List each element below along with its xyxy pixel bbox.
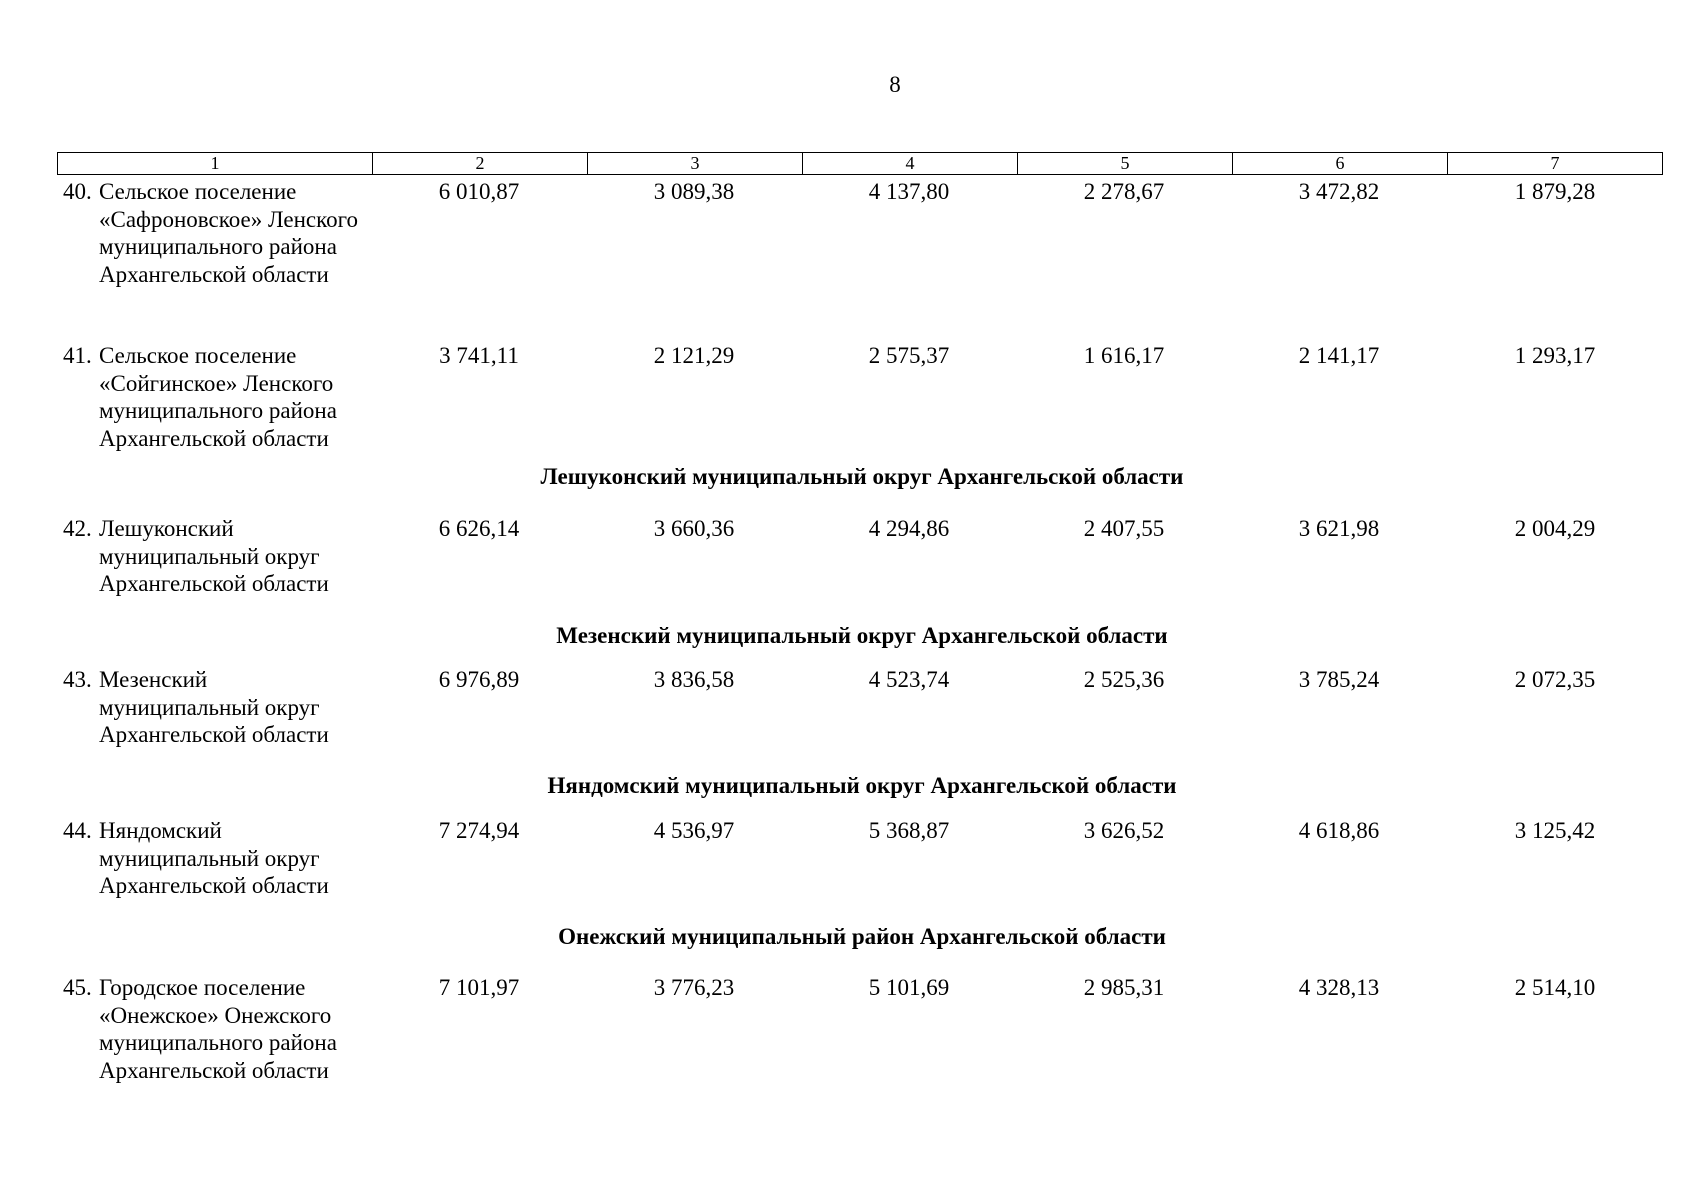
value-cell: 4 294,86 [868, 516, 950, 541]
section-heading: Мезенский муниципальный округ Архангельской области [556, 623, 1168, 648]
municipality-name: Мезенский муниципальный округ Архангельской области [99, 667, 329, 747]
value-cell: 2 072,35 [1514, 667, 1596, 692]
value-cell: 7 274,94 [438, 818, 520, 843]
value-cell: 3 125,42 [1514, 818, 1596, 843]
value-cell: 3 472,82 [1298, 179, 1380, 204]
value-cell: 7 101,97 [438, 975, 520, 1000]
value-cell: 4 328,13 [1298, 975, 1380, 1000]
value-cell: 2 514,10 [1514, 975, 1596, 1000]
value-cell: 6 010,87 [438, 179, 520, 204]
section-heading: Няндомский муниципальный округ Архангельской области [547, 773, 1177, 798]
row-number: 44. [63, 818, 92, 843]
column-number: 1 [58, 153, 373, 175]
value-cell: 3 776,23 [653, 975, 735, 1000]
municipality-name: Городское поселение «Онежское» Онежского муниципального района Архангельской области [99, 975, 337, 1083]
value-cell: 6 976,89 [438, 667, 520, 692]
value-cell: 5 101,69 [868, 975, 950, 1000]
value-cell: 6 626,14 [438, 516, 520, 541]
row-number: 42. [63, 516, 92, 541]
municipality-name: Няндомский муниципальный округ Архангельской области [99, 818, 329, 898]
value-cell: 1 879,28 [1514, 179, 1596, 204]
value-cell: 4 536,97 [653, 818, 735, 843]
column-number: 2 [373, 153, 588, 175]
value-cell: 3 785,24 [1298, 667, 1380, 692]
value-cell: 3 626,52 [1083, 818, 1165, 843]
value-cell: 3 660,36 [653, 516, 735, 541]
value-cell: 2 575,37 [868, 343, 950, 368]
row-number: 45. [63, 975, 92, 1000]
municipality-name: Сельское поселение «Сафроновское» Ленского муниципального района Архангельской области [99, 179, 358, 287]
value-cell: 2 407,55 [1083, 516, 1165, 541]
section-heading: Онежский муниципальный район Архангельской области [558, 924, 1166, 949]
value-cell: 2 004,29 [1514, 516, 1596, 541]
row-number: 41. [63, 343, 92, 368]
value-cell: 2 985,31 [1083, 975, 1165, 1000]
municipality-name: Лешуконский муниципальный округ Архангельской области [99, 516, 329, 596]
value-cell: 3 621,98 [1298, 516, 1380, 541]
value-cell: 2 278,67 [1083, 179, 1165, 204]
value-cell: 5 368,87 [868, 818, 950, 843]
column-number: 5 [1018, 153, 1233, 175]
value-cell: 4 618,86 [1298, 818, 1380, 843]
page-number: 8 [889, 72, 901, 97]
section-heading: Лешуконский муниципальный округ Архангельской области [540, 464, 1184, 489]
value-cell: 1 616,17 [1083, 343, 1165, 368]
value-cell: 2 525,36 [1083, 667, 1165, 692]
municipality-name: Сельское поселение «Сойгинское» Ленского муниципального района Архангельской области [99, 343, 337, 451]
value-cell: 2 141,17 [1298, 343, 1380, 368]
column-number: 7 [1448, 153, 1663, 175]
row-number: 40. [63, 179, 92, 204]
value-cell: 3 741,11 [439, 343, 519, 368]
column-number: 3 [588, 153, 803, 175]
value-cell: 1 293,17 [1514, 343, 1596, 368]
column-number-header [57, 152, 1663, 175]
value-cell: 4 137,80 [868, 179, 950, 204]
value-cell: 3 089,38 [653, 179, 735, 204]
row-number: 43. [63, 667, 92, 692]
column-number: 4 [803, 153, 1018, 175]
value-cell: 2 121,29 [653, 343, 735, 368]
value-cell: 4 523,74 [868, 667, 950, 692]
value-cell: 3 836,58 [653, 667, 735, 692]
column-number: 6 [1233, 153, 1448, 175]
